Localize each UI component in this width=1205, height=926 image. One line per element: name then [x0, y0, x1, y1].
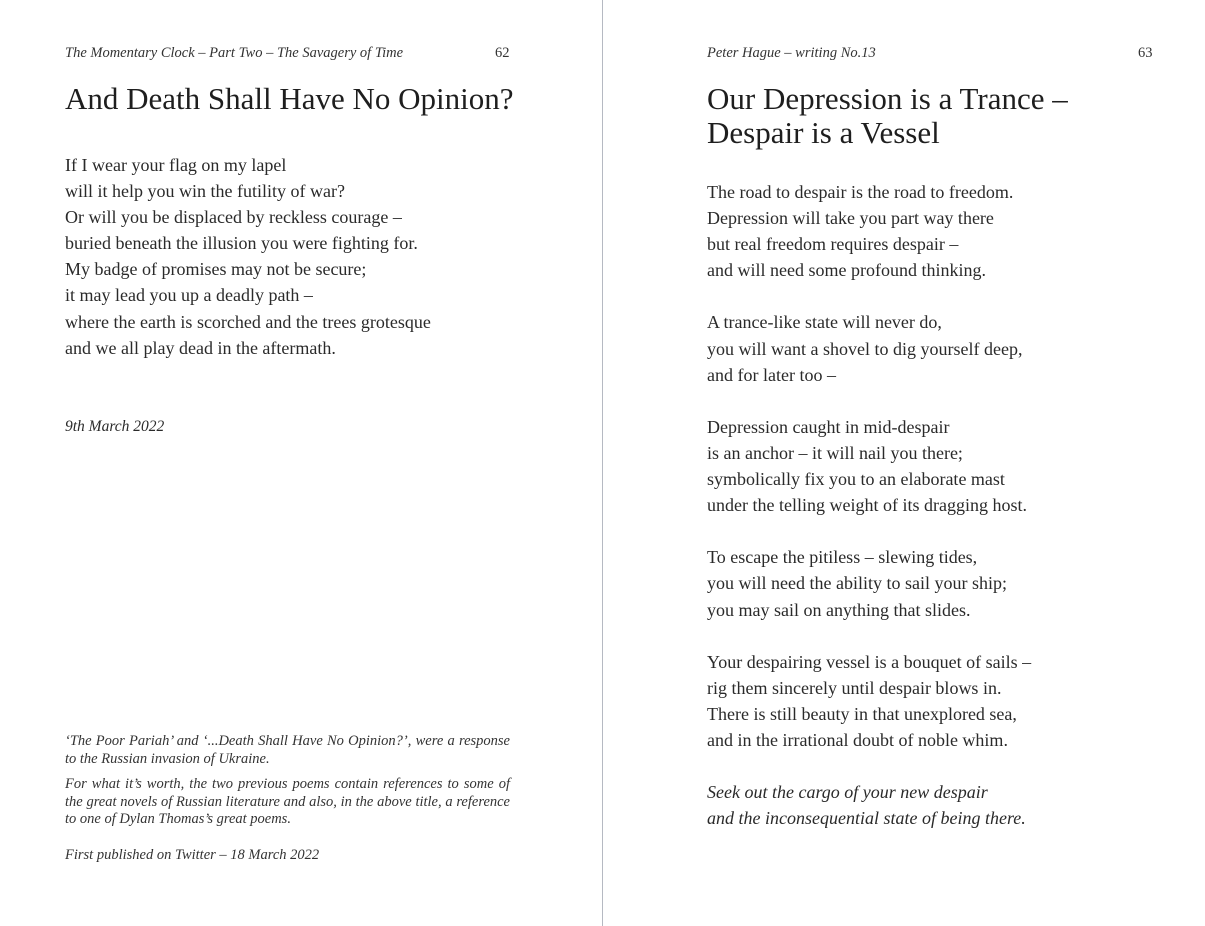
poem-line: you will need the ability to sail your ship;	[707, 573, 1007, 594]
stanza	[707, 309, 1031, 387]
poem-line: and in the irrational doubt of noble whim.	[707, 729, 1008, 750]
closing-stanza	[707, 779, 1031, 831]
poem-line: Depression caught in mid-despair	[707, 416, 950, 437]
poem-line: My badge of promises may not be secure;	[65, 259, 367, 280]
running-head: Peter Hague – writing No.13	[707, 45, 876, 61]
poem-line: Your despairing vessel is a bouquet of sails –	[707, 651, 1032, 672]
left-page	[0, 0, 602, 926]
poem-body	[707, 179, 1031, 831]
right-page	[603, 0, 1205, 926]
poem-line: Seek out the cargo of your new despair	[707, 782, 988, 803]
stanza	[707, 179, 1031, 283]
poem-line: rig them sincerely until despair blows in.	[707, 677, 1002, 698]
poem-line: If I wear your flag on my lapel	[65, 155, 287, 175]
stanza	[707, 544, 1031, 622]
poem-body	[65, 152, 431, 361]
poem-line: symbolically fix you to an elaborate mast	[707, 469, 1005, 490]
poem-title: And Death Shall Have No Opinion?	[65, 81, 514, 116]
poem-line: where the earth is scorched and the trees grotesque	[65, 311, 431, 332]
poem-line: There is still beauty in that unexplored sea,	[707, 703, 1017, 724]
stanza	[707, 414, 1031, 518]
poem-title-line: Despair is a Vessel	[707, 115, 940, 150]
poem-line: will it help you win the futility of war?	[65, 181, 345, 202]
footnote: For what it’s worth, the two previous poems contain references to some of the great novels of Russian literature and also, in the above title, a reference to one of Dylan Thomas’s great poems.	[65, 776, 510, 827]
poem-line: and we all play dead in the aftermath.	[65, 337, 336, 358]
poem-title-line: Our Depression is a Trance –	[707, 81, 1068, 116]
poem-line: is an anchor – it will nail you there;	[707, 442, 963, 463]
poem-line: Depression will take you part way there	[707, 208, 994, 229]
poem-line: it may lead you up a deadly path –	[65, 285, 313, 306]
poem-line: you will want a shovel to dig yourself deep,	[707, 338, 1023, 359]
publication-note: First published on Twitter – 18 March 2022	[65, 847, 320, 863]
page-number: 63	[1138, 45, 1153, 61]
poem-line: you may sail on anything that slides.	[707, 599, 971, 620]
poem-line: and the inconsequential state of being there.	[707, 808, 1026, 829]
poem-line: Or will you be displaced by reckless courage –	[65, 207, 402, 228]
footnote: ‘The Poor Pariah’ and ‘...Death Shall Have No Opinion?’, were a response to the Russian invasion of Ukraine.	[65, 733, 510, 767]
poem-line: The road to despair is the road to freedom.	[707, 182, 1014, 202]
poem-line: under the telling weight of its dragging host.	[707, 495, 1027, 516]
poem-line: and for later too –	[707, 364, 836, 385]
poem-line: buried beneath the illusion you were fighting for.	[65, 233, 418, 254]
poem-date: 9th March 2022	[65, 418, 165, 435]
poem-line: A trance-like state will never do,	[707, 312, 942, 333]
poem-line: and will need some profound thinking.	[707, 260, 986, 281]
poem-line: but real freedom requires despair –	[707, 234, 959, 255]
running-head: The Momentary Clock – Part Two – The Savagery of Time	[65, 45, 404, 61]
page-number: 62	[495, 45, 510, 61]
stanza	[707, 649, 1031, 753]
poem-title	[707, 82, 1068, 150]
poem-line: To escape the pitiless – slewing tides,	[707, 547, 978, 568]
